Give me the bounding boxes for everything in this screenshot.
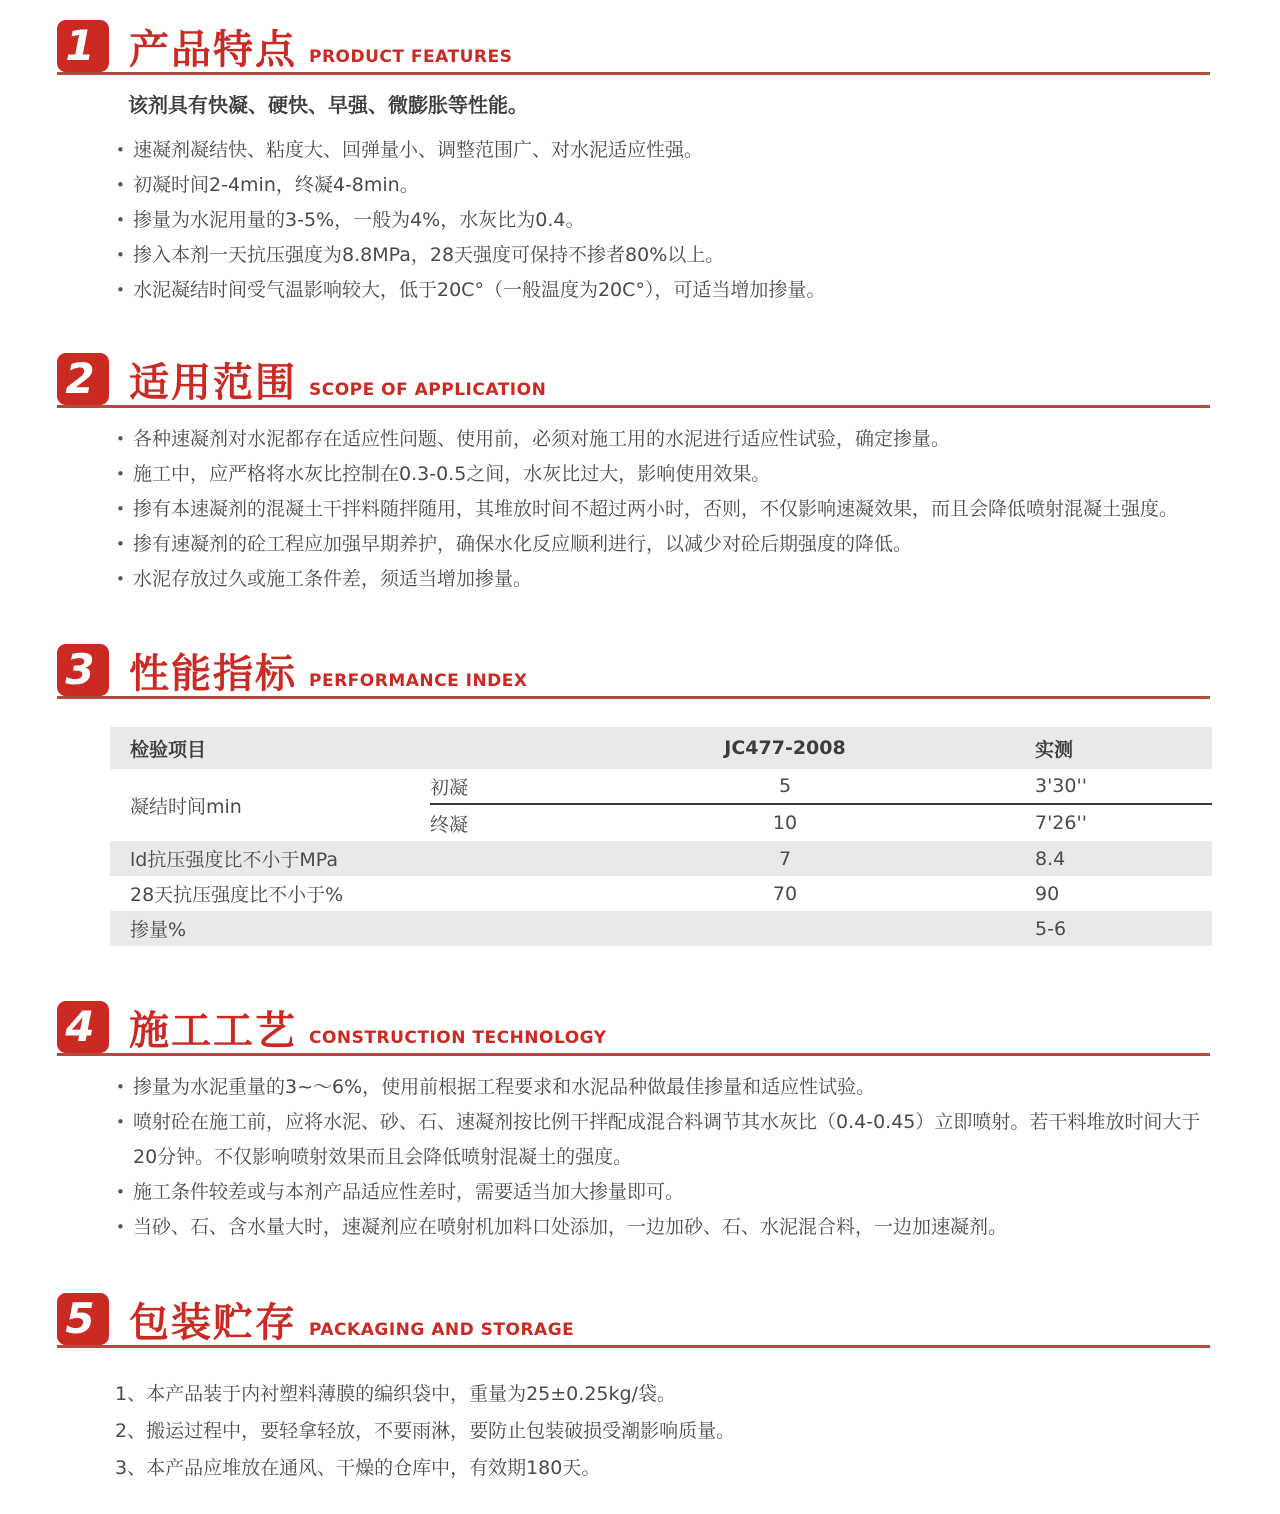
spacer	[0, 597, 1280, 644]
row-standard: 70	[772, 882, 798, 905]
initial-set-measured: 3'30''	[945, 769, 1212, 805]
section-5-numbered-list	[115, 1376, 1200, 1487]
table-row-setting-time	[110, 769, 1212, 841]
numbered-item: 2、搬运过程中，要轻拿轻放，不要雨淋，要防止包装破损受潮影响质量。	[115, 1420, 736, 1442]
table-row-28d-strength	[110, 876, 1212, 911]
section-1-title-zh: 产品特点	[129, 27, 297, 73]
section-5-title-en: PACKAGING AND STORAGE	[309, 1320, 575, 1340]
bullet-item: • 施工中，应严格将水灰比控制在0.3-0.5之间，水灰比过大，影响使用效果。	[115, 457, 1202, 492]
final-set-label: 终凝	[430, 813, 469, 836]
section-1-bullet-list	[115, 133, 1202, 308]
row-label: 28天抗压强度比不小于%	[130, 884, 344, 906]
table-row-1d-strength	[110, 841, 1212, 876]
section-3-number: 3	[65, 645, 95, 694]
spacer	[0, 308, 1280, 353]
numbered-item: 3、本产品应堆放在通风、干燥的仓库中，有效期180天。	[115, 1457, 601, 1479]
section-3-title-zh: 性能指标	[129, 651, 297, 697]
section-4-number: 4	[65, 1002, 95, 1051]
performance-index-table	[110, 727, 1212, 946]
bullet-item: • 施工条件较差或与本剂产品适应性差时，需要适当加大掺量即可。	[115, 1175, 1202, 1210]
bullet-item: • 水泥凝结时间受气温影响较大，低于20C°（一般温度为20C°），可适当增加掺量。	[115, 273, 1202, 308]
bullet-item: • 掺有速凝剂的砼工程应加强早期养护，确保水化反应顺利进行，以减少对砼后期强度的降低。	[115, 527, 1202, 562]
initial-set-label: 初凝	[430, 769, 625, 805]
bullet-item: • 掺量为水泥用量的3-5%，一般为4%，水灰比为0.4。	[115, 203, 1202, 238]
bullet-item: • 掺量为水泥重量的3~～6%，使用前根据工程要求和水泥品种做最佳掺量和适应性试验。	[115, 1070, 1202, 1105]
section-1-header	[57, 20, 1210, 75]
setting-time-label: 凝结时间min	[130, 795, 242, 818]
table-header-measured: 实测	[1035, 738, 1074, 761]
table-row-dosage	[110, 911, 1212, 946]
section-4-bullet-list	[115, 1070, 1202, 1245]
section-3-title-en: PERFORMANCE INDEX	[309, 671, 528, 691]
section-1-intro: 该剂具有快凝、硬快、早强、微膨胀等性能。	[128, 93, 528, 117]
section-4-header	[57, 1001, 1210, 1056]
section-3-number-badge	[57, 644, 109, 696]
spacer	[0, 1245, 1280, 1293]
table-header-standard: JC477-2008	[724, 737, 846, 759]
bullet-item: • 掺入本剂一天抗压强度为8.8MPa，28天强度可保持不掺者80%以上。	[115, 238, 1202, 273]
bullet-item: • 当砂、石、含水量大时，速凝剂应在喷射机加料口处添加，一边加砂、石、水泥混合料，一边加速凝剂。	[115, 1210, 1202, 1245]
bullet-item: • 喷射砼在施工前，应将水泥、砂、石、速凝剂按比例干拌配成混合料调节其水灰比（0.4-0.45）立即喷射。若干料堆放时间大于20分钟。不仅影响喷射效果而且会降低喷射混凝土的强度。	[115, 1105, 1202, 1175]
table-header-row	[110, 727, 1212, 769]
section-2-bullet-list	[115, 422, 1202, 597]
section-2-number: 2	[65, 354, 95, 403]
row-measured: 8.4	[1035, 847, 1066, 870]
table-header-item: 检验项目	[130, 738, 207, 761]
section-2-title-zh: 适用范围	[129, 360, 297, 406]
bullet-item: • 初凝时间2-4min，终凝4-8min。	[115, 168, 1202, 203]
section-5-number: 5	[65, 1294, 95, 1343]
final-set-standard: 10	[772, 812, 798, 834]
section-5-title-zh: 包装贮存	[129, 1300, 297, 1346]
row-measured: 5-6	[1035, 917, 1067, 940]
section-1-title-en: PRODUCT FEATURES	[309, 47, 513, 67]
numbered-item: 1、本产品装于内衬塑料薄膜的编织袋中，重量为25±0.25kg/袋。	[115, 1383, 676, 1405]
row-label: 掺量%	[130, 919, 187, 941]
row-label: ld抗压强度比不小于MPa	[130, 849, 338, 871]
final-set-measured: 7'26''	[1035, 812, 1087, 834]
section-4-title-en: CONSTRUCTION TECHNOLOGY	[309, 1028, 607, 1048]
bullet-item: • 速凝剂凝结快、粘度大、回弹量小、调整范围广、对水泥适应性强。	[115, 133, 1202, 168]
section-2-header	[57, 353, 1210, 408]
section-3-header	[57, 644, 1210, 699]
section-5-header	[57, 1293, 1210, 1348]
section-1-number: 1	[65, 21, 95, 70]
section-5-number-badge	[57, 1293, 109, 1345]
row-measured: 90	[1035, 882, 1060, 905]
spacer	[0, 946, 1280, 1001]
row-standard: 7	[778, 847, 792, 870]
section-4-number-badge	[57, 1001, 109, 1053]
section-2-number-badge	[57, 353, 109, 405]
bullet-item: • 各种速凝剂对水泥都存在适应性问题、使用前，必须对施工用的水泥进行适应性试验，确定掺量。	[115, 422, 1202, 457]
bullet-item: • 水泥存放过久或施工条件差，须适当增加掺量。	[115, 562, 1202, 597]
bullet-item: • 掺有本速凝剂的混凝土干拌料随拌随用，其堆放时间不超过两小时，否则，不仅影响速凝效果，而且会降低喷射混凝土强度。	[115, 492, 1202, 527]
initial-set-standard: 5	[625, 769, 945, 805]
section-1-number-badge	[57, 20, 109, 72]
section-4-title-zh: 施工工艺	[129, 1008, 297, 1054]
section-2-title-en: SCOPE OF APPLICATION	[309, 380, 547, 400]
